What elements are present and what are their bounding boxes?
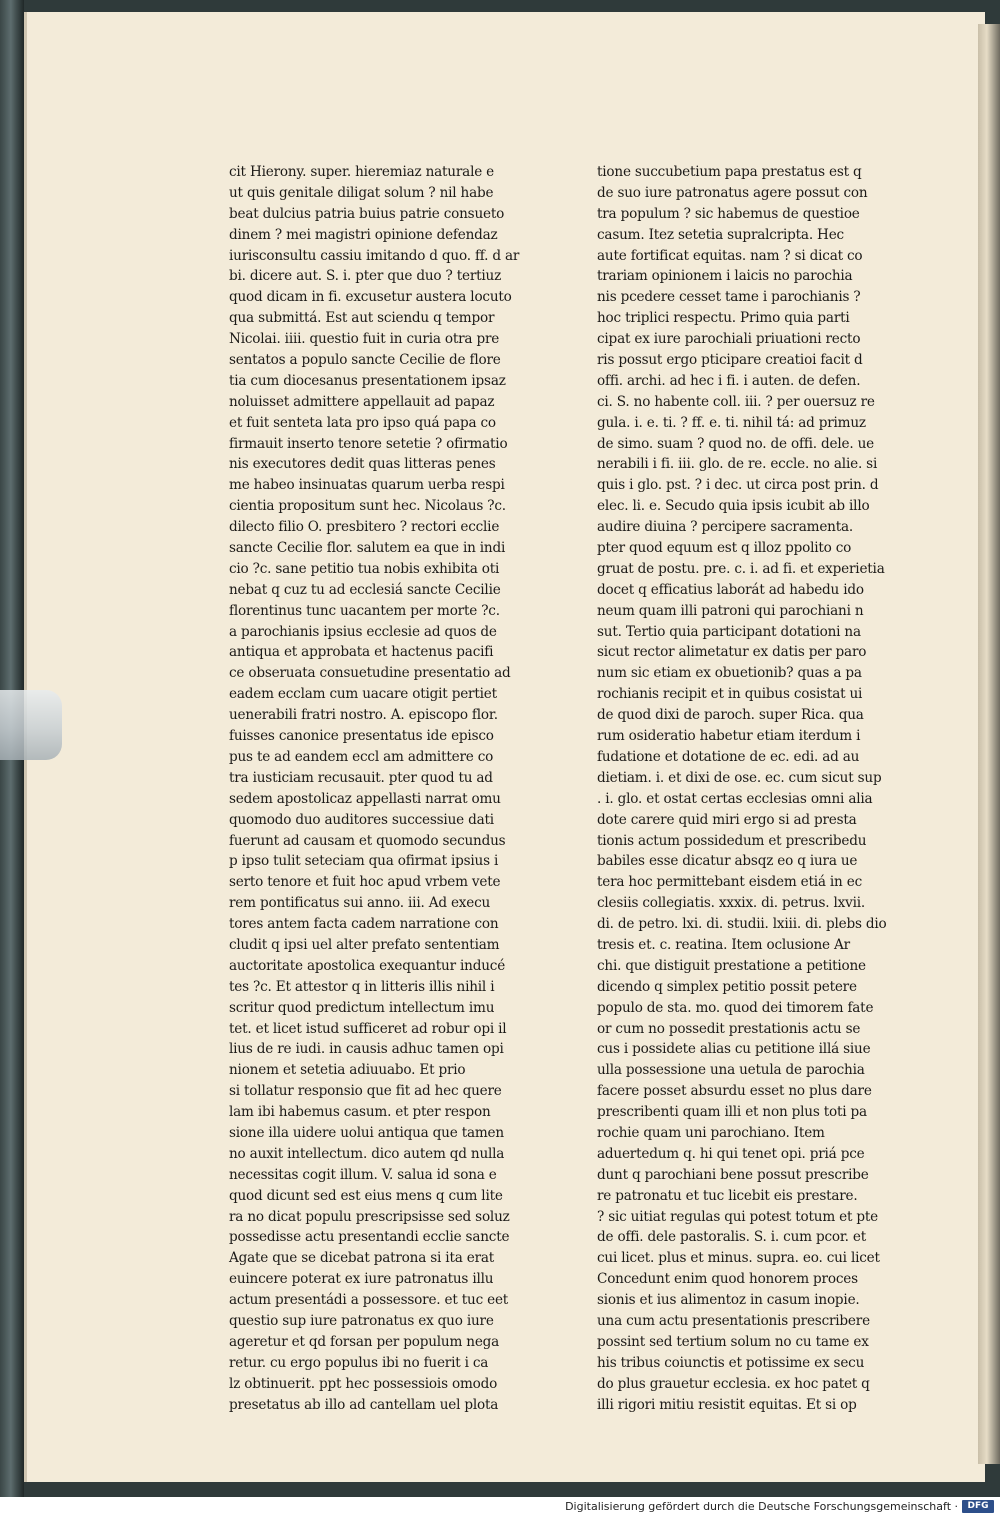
text-line: rochie quam uni parochiano. Item	[597, 1124, 825, 1141]
text-line: illi rigori mitiu resistit equitas. Et si op	[597, 1396, 857, 1413]
text-line: quis i glo. pst. ? i dec. ut circa post prin. d	[597, 477, 879, 494]
text-line: gruat de postu. pre. c. i. ad fi. et experietia	[597, 560, 885, 577]
text-line: do plus grauetur ecclesia. ex hoc patet q	[597, 1375, 870, 1392]
text-line: ci. S. no habente coll. iii. ? per ouersuz re	[597, 393, 875, 410]
text-line: beat dulcius patria buius patrie consueto	[229, 205, 505, 222]
text-line: sione illa uidere uolui antiqua que tamen	[229, 1124, 504, 1141]
text-line: num sic etiam ex obuetionib? quas a pa	[597, 665, 862, 682]
text-line: nis executores dedit quas litteras penes	[229, 456, 496, 473]
text-line: cipat ex iure parochiali priuationi recto	[597, 331, 861, 348]
text-line: babiles esse dicatur absqz eo q iura ue	[597, 853, 858, 870]
text-line: florentinus tunc uacantem per morte ?c.	[229, 602, 500, 619]
text-line: ulla possessione una uetula de parochia	[597, 1062, 865, 1079]
page-fore-edge	[978, 24, 1000, 1464]
footer-bar	[0, 1497, 1000, 1517]
text-line: noluisset admittere appellauit ad papaz	[229, 393, 495, 410]
text-line: tione succubetium papa prestatus est q	[597, 164, 862, 180]
text-line: clesiis collegiatis. xxxix. di. petrus. lxvii.	[597, 895, 866, 912]
text-line: neum quam illi patroni qui parochiani n	[597, 602, 864, 619]
text-line: auctoritate apostolica exequantur inducé	[229, 957, 506, 974]
text-line: sicut rector alimetatur ex datis per paro	[597, 644, 867, 661]
text-line: retur. cu ergo populus ibi no fuerit i ca	[229, 1354, 489, 1371]
text-line: lam ibi habemus casum. et pter respon	[229, 1104, 491, 1121]
text-line: si tollatur responsio que fit ad hec quere	[229, 1083, 502, 1100]
text-line: gula. i. e. ti. ? ff. e. ti. nihil tá: ad primuz	[597, 414, 866, 431]
text-line: dunt q parochiani bene possut prescribe	[597, 1166, 869, 1183]
dfg-logo-icon: DFG	[962, 1500, 994, 1513]
text-line: sancte Cecilie flor. salutem ea que in indi	[229, 540, 506, 557]
funding-credit: Digitalisierung gefördert durch die Deutsche Forschungsgemeinschaft ·	[565, 1500, 958, 1513]
text-line: a parochianis ipsius ecclesie ad quos de	[229, 623, 497, 640]
text-line: una cum actu presentationis prescribere	[597, 1312, 870, 1329]
text-line: questio sup iure patronatus ex quo iure	[229, 1312, 494, 1329]
text-line: ce obseruata consuetudine presentatio ad	[229, 665, 511, 682]
text-line: sedem apostolicaz appellasti narrat omu	[229, 790, 501, 807]
text-line: hoc triplici respectu. Primo quia parti	[597, 310, 850, 327]
text-line: dote carere quid miri ergo si ad presta	[597, 811, 857, 828]
text-line: chi. que distiguit prestatione a petitione	[597, 957, 866, 974]
text-line: me habeo insinuatas quarum uerba respi	[229, 477, 505, 494]
text-line: quomodo duo auditores successiue dati	[229, 811, 494, 828]
text-line: Nicolai. iiii. questio fuit in curia otra pre	[229, 331, 500, 348]
text-line: tera hoc permittebant eisdem etiá in ec	[597, 874, 862, 891]
text-line: tores antem facta cadem narratione con	[229, 916, 499, 933]
text-line: cio ?c. sane petitio tua nobis exhibita oti	[229, 560, 500, 577]
text-line: facere posset absurdu esset no plus dare	[597, 1083, 872, 1100]
text-line: quod dicunt sed est eius mens q cum lite	[229, 1187, 503, 1204]
text-line: ris possut ergo pticipare creatioi facit d	[597, 352, 863, 369]
text-line: de simo. suam ? quod no. de offi. dele. ue	[597, 435, 875, 452]
text-line: rem pontificatus sui anno. iii. Ad execu	[229, 895, 491, 912]
text-line: tra iusticiam recusauit. pter quod tu ad	[229, 769, 493, 786]
text-line: prescribenti quam illi et non plus toti pa	[597, 1104, 867, 1121]
text-line: . i. glo. et ostat certas ecclesias omni alia	[597, 790, 873, 807]
text-line: cus i possidete alias cu petitione illá siue	[597, 1041, 871, 1058]
text-line: ageretur et qd forsan per populum nega	[229, 1333, 500, 1350]
text-line: cit Hierony. super. hieremiaz naturale e	[229, 164, 495, 180]
text-line: aduertedum q. hi qui tenet opi. priá pce	[597, 1145, 865, 1162]
text-line: cui licet. plus et minus. supra. eo. cui licet	[597, 1250, 880, 1267]
text-line: tia cum diocesanus presentationem ipsaz	[229, 372, 506, 389]
text-line: ut quis genitale diligat solum ? nil habe	[229, 184, 494, 201]
text-line: qua submittá. Est aut sciendu q tempor	[229, 310, 495, 327]
text-line: dicendo q simplex petitio possit petere	[597, 978, 857, 995]
text-line: eadem ecclam cum uacare otigit pertiet	[229, 686, 497, 703]
text-line: sentatos a populo sancte Cecilie de flore	[229, 352, 501, 369]
text-line: lz obtinuerit. ppt hec possessiois omodo	[229, 1375, 498, 1392]
text-line: tra populum ? sic habemus de questioe	[597, 205, 860, 222]
text-line: tet. et licet istud sufficeret ad robur opi il	[229, 1020, 507, 1037]
text-line: possedisse actu presentandi ecclie sancte	[229, 1229, 510, 1246]
text-line: nebat q cuz tu ad ecclesiá sancte Cecilie	[229, 581, 501, 598]
text-line: cientia propositum sunt hec. Nicolaus ?c.	[229, 498, 506, 515]
text-line: quod dicam in fi. excusetur austera locuto	[229, 289, 512, 306]
book-page	[24, 12, 985, 1482]
text-line: p ipso tulit seteciam qua ofirmat ipsius i	[229, 853, 499, 870]
text-line: rum osideratio habetur etiam iterdum i	[597, 728, 861, 745]
text-line: docet q efficatius laborát ad habedu ido	[597, 581, 864, 598]
text-line: pus te ad eandem eccl am admittere co	[229, 748, 494, 765]
text-line: aute fortificat equitas. nam ? si dicat co	[597, 247, 863, 264]
text-line: rochianis recipit et in quibus cosistat ui	[597, 686, 863, 703]
text-line: pter quod equum est q illoz ppolito co	[597, 540, 852, 557]
text-line: tionis actum possidedum et prescribedu	[597, 832, 867, 849]
clamp-shadow	[0, 690, 62, 760]
text-line: re patronatu et tuc licebit eis prestare.	[597, 1187, 858, 1204]
text-line: or cum no possedit prestationis actu se	[597, 1020, 861, 1037]
text-line: casum. Itez setetia supralcripta. Hec	[597, 226, 844, 243]
text-line: trariam opinionem i laicis no parochia	[597, 268, 853, 285]
text-line: actum presentádi a possessore. et tuc eet	[229, 1292, 509, 1309]
text-line: Concedunt enim quod honorem proces	[597, 1271, 858, 1288]
text-line: audire diuina ? percipere sacramenta.	[597, 519, 854, 536]
text-line: uenerabili fratri nostro. A. episcopo flor.	[229, 707, 498, 724]
text-line: di. de petro. lxi. di. studii. lxiii. di. plebs dio	[597, 916, 887, 933]
text-line: necessitas cogit illum. V. salua id sona e	[229, 1166, 497, 1183]
text-line: serto tenore et fuit hoc apud vrbem vete	[229, 874, 501, 891]
text-line: euincere poterat ex iure patronatus illu	[229, 1271, 494, 1288]
text-line: antiqua et approbata et hactenus pacifi	[229, 644, 494, 661]
text-column-left	[229, 162, 519, 1415]
text-line: Agate que se dicebat patrona si ita erat	[229, 1250, 495, 1267]
text-line: et fuit senteta lata pro ipso quá papa co	[229, 414, 496, 431]
text-line: de offi. dele pastoralis. S. i. cum pcor. et	[597, 1229, 867, 1246]
text-line: fuisses canonice presentatus ide episco	[229, 728, 494, 745]
text-line: sut. Tertio quia participant dotationi na	[597, 623, 861, 640]
text-line: ? sic uitiat regulas qui potest totum et pte	[597, 1208, 879, 1225]
text-line: nerabili i fi. iii. glo. de re. eccle. no alie. si	[597, 456, 878, 473]
text-line: his tribus coiunctis et potissime ex secu	[597, 1354, 865, 1371]
text-column-right	[597, 162, 887, 1415]
text-line: fuerunt ad causam et quomodo secundus	[229, 832, 506, 849]
text-line: tresis et. c. reatina. Item oclusione Ar	[597, 936, 850, 953]
text-line: fudatione et dotatione de ec. edi. ad au	[597, 748, 860, 765]
text-line: iurisconsultu cassiu imitando d quo. ff. d ar	[229, 247, 520, 264]
text-line: possint sed tertium solum no cu tame ex	[597, 1333, 869, 1350]
text-line: de suo iure patronatus agere possut con	[597, 184, 868, 201]
text-line: bi. dicere aut. S. i. pter que duo ? tertiuz	[229, 268, 502, 285]
text-line: nis pcedere cesset tame i parochianis ?	[597, 289, 861, 306]
text-line: dietiam. i. et dixi de ose. ec. cum sicut sup	[597, 769, 882, 786]
text-line: firmauit inserto tenore setetie ? ofirmatio	[229, 435, 508, 452]
text-line: scritur quod predictum intellectum imu	[229, 999, 495, 1016]
text-line: sionis et ius alimentoz in casum inopie.	[597, 1292, 860, 1309]
text-line: lius de re iudi. in causis adhuc tamen opi	[229, 1041, 504, 1058]
text-line: ra no dicat populu prescripsisse sed soluz	[229, 1208, 510, 1225]
text-line: elec. li. e. Secudo quia ipsis icubit ab illo	[597, 498, 870, 515]
text-line: dilecto filio O. presbitero ? rectori ecclie	[229, 519, 500, 536]
text-line: de quod dixi de paroch. super Rica. qua	[597, 707, 864, 724]
text-line: cludit q ipsi uel alter prefato sententiam	[229, 936, 500, 953]
text-line: presetatus ab illo ad cantellam uel plota	[229, 1396, 499, 1413]
text-line: populo de sta. mo. quod dei timorem fate	[597, 999, 874, 1016]
text-line: offi. archi. ad hec i fi. i auten. de defen.	[597, 372, 861, 389]
text-line: tes ?c. Et attestor q in litteris illis nihil i	[229, 978, 495, 995]
text-line: no auxit intellectum. dico autem qd nulla	[229, 1145, 505, 1162]
text-line: nionem et setetia adiuuabo. Et prio	[229, 1062, 466, 1079]
text-line: dinem ? mei magistri opinione defendaz	[229, 226, 498, 243]
